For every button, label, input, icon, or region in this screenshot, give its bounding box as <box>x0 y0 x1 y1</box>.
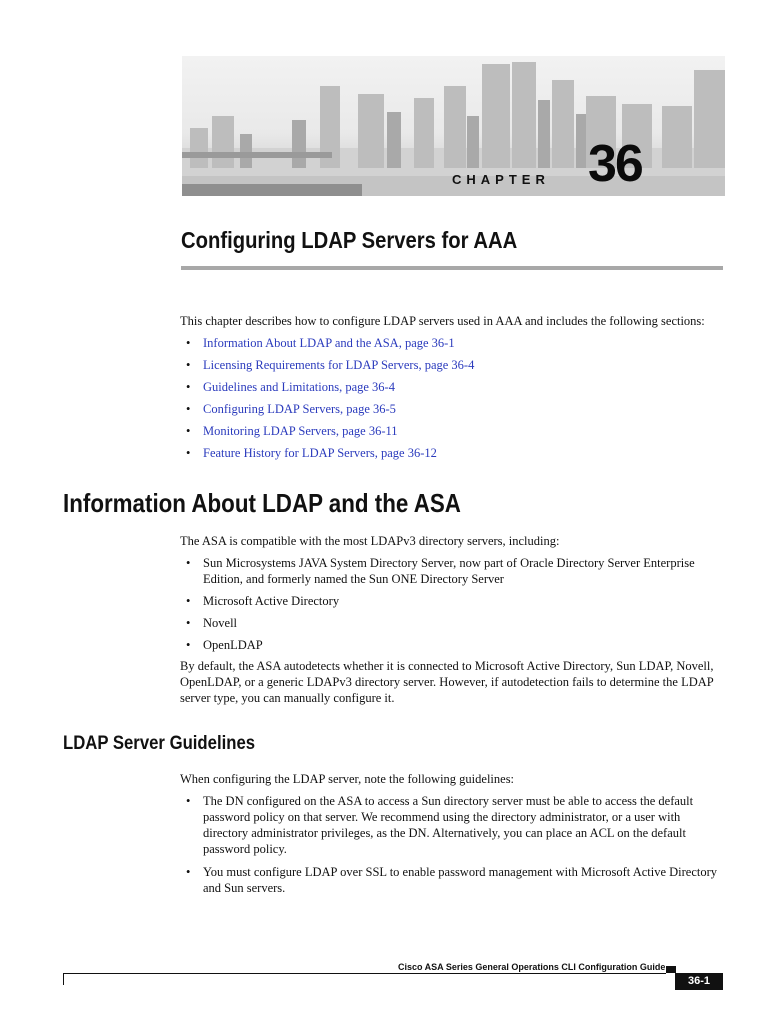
toc-link[interactable]: Guidelines and Limitations, page 36-4 <box>203 380 395 394</box>
toc-link[interactable]: Feature History for LDAP Servers, page 36-12 <box>203 446 437 460</box>
list-item <box>186 401 474 423</box>
list-item: • OpenLDAP <box>186 637 726 653</box>
chapter-number: 36 <box>588 135 642 193</box>
footer-rule <box>63 973 666 974</box>
toc-link[interactable]: Information About LDAP and the ASA, page 36-1 <box>203 336 455 350</box>
list-item: • Microsoft Active Directory <box>186 593 726 609</box>
subsection-lead: When configuring the LDAP server, note the following guidelines: <box>180 772 515 786</box>
guideline-list <box>186 793 726 896</box>
list-item: • Sun Microsystems JAVA System Directory Server, now part of Oracle Directory Server Enterprise Edition, and formerly named the Sun ONE Directory Server <box>186 555 726 587</box>
list-item <box>186 445 474 467</box>
chapter-title: Configuring LDAP Servers for AAA <box>181 227 518 253</box>
page-number: 36-1 <box>675 973 723 990</box>
list-item <box>186 379 474 401</box>
list-item <box>186 335 474 357</box>
list-item <box>186 423 474 445</box>
footer-tick <box>63 973 64 985</box>
toc-link[interactable]: Licensing Requirements for LDAP Servers, page 36-4 <box>203 358 475 372</box>
list-item: • The DN configured on the ASA to access a Sun directory server must be able to access the default password policy on that server. We recommend using the directory administrator, or a user with directory administrator privileges, as the DN. Alternatively, you can place an ACL on the default password policy. <box>186 793 726 857</box>
list-item <box>186 357 474 379</box>
footer-marker <box>666 966 676 973</box>
list-item: • You must configure LDAP over SSL to enable password management with Microsoft Active Directory and Sun servers. <box>186 864 726 896</box>
autodetect-paragraph: By default, the ASA autodetects whether it is connected to Microsoft Active Directory, Sun LDAP, Novell, OpenLDAP, or a generic LDAPv3 directory server. However, if autodetection fails to determine the LDAP server type, you can manually configure it. <box>180 659 714 705</box>
section-lead: The ASA is compatible with the most LDAPv3 directory servers, including: <box>180 534 560 548</box>
subsection-heading: LDAP Server Guidelines <box>63 733 256 754</box>
toc-link[interactable]: Monitoring LDAP Servers, page 36-11 <box>203 424 398 438</box>
server-list <box>186 555 726 653</box>
intro-paragraph: This chapter describes how to configure LDAP servers used in AAA and includes the following sections: <box>180 314 705 328</box>
section-links-list <box>186 335 474 467</box>
section-heading: Information About LDAP and the ASA <box>63 488 461 518</box>
title-rule <box>181 266 723 270</box>
toc-link[interactable]: Configuring LDAP Servers, page 36-5 <box>203 402 396 416</box>
guide-title: Cisco ASA Series General Operations CLI Configuration Guide <box>398 962 666 972</box>
chapter-label: CHAPTER <box>452 172 550 187</box>
list-item: • Novell <box>186 615 726 631</box>
